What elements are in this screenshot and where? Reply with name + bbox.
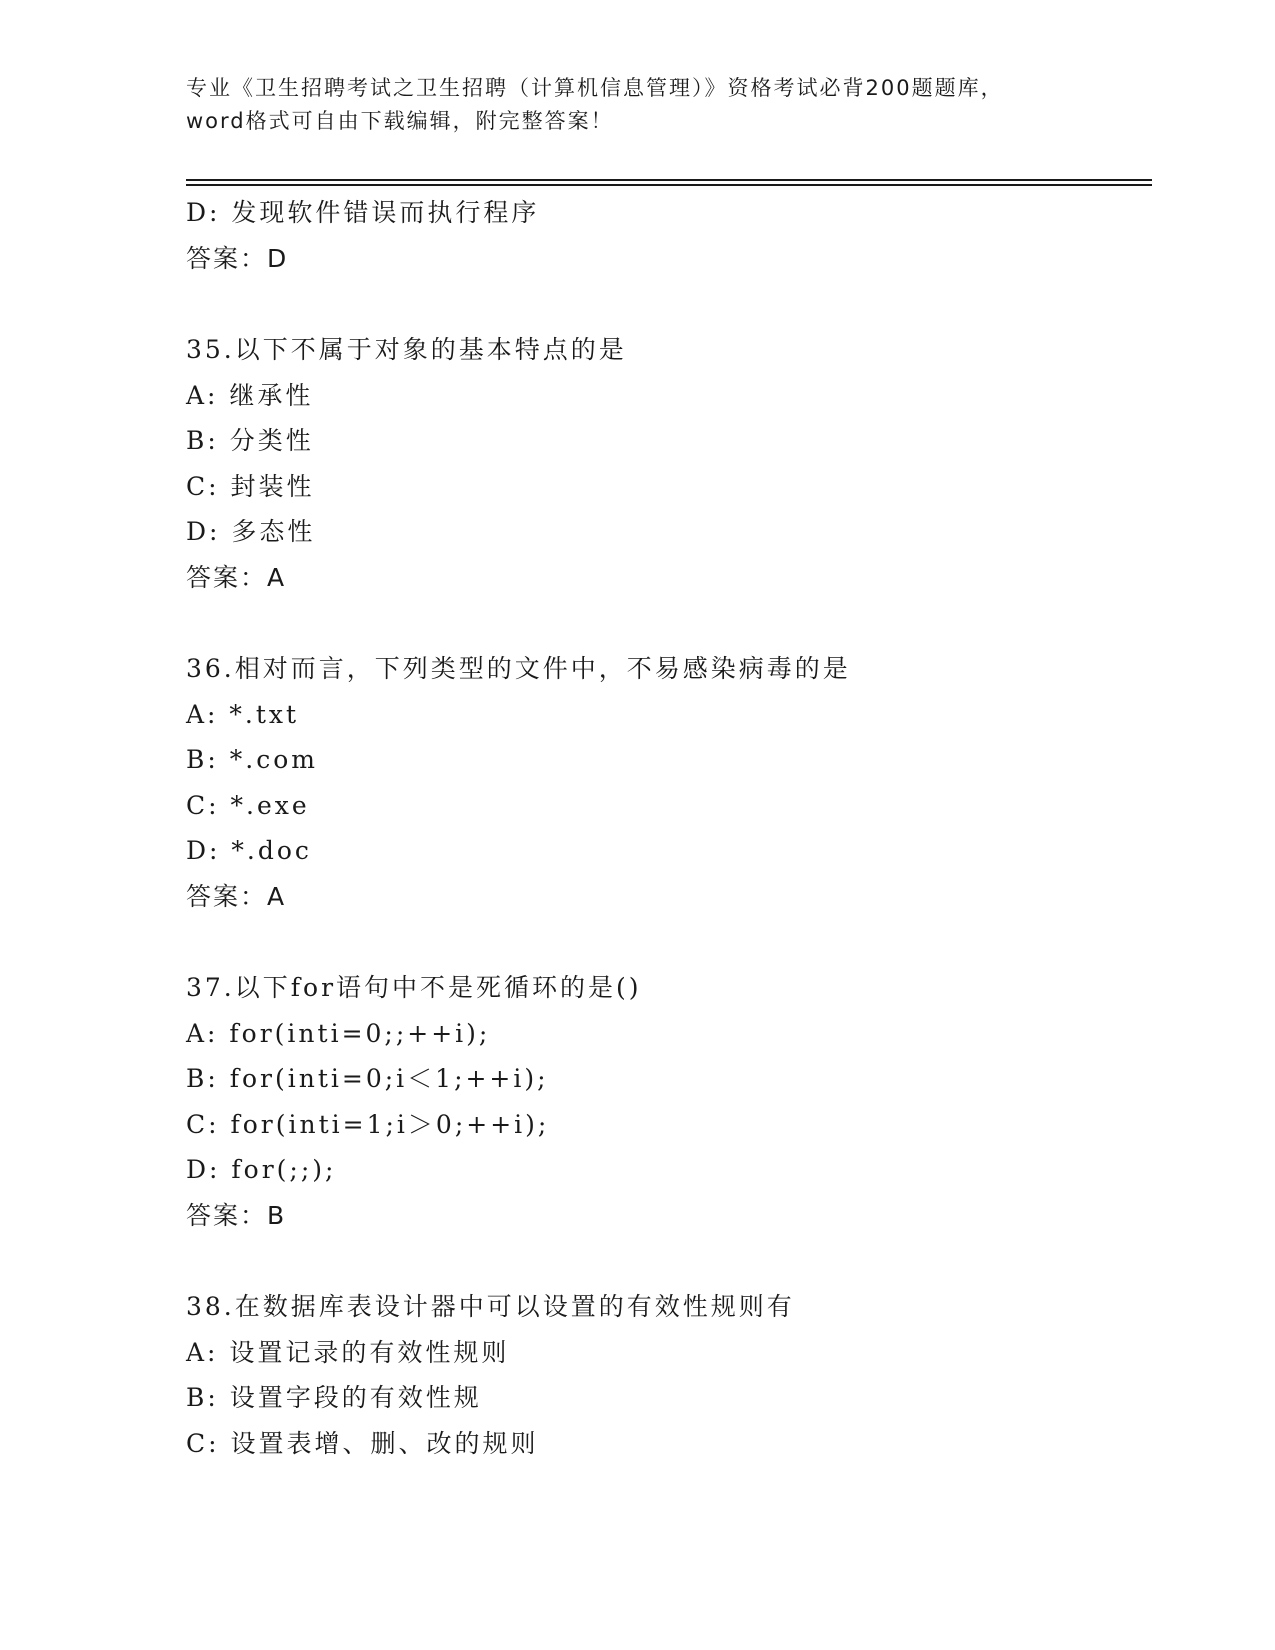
question-title: 37.以下for语句中不是死循环的是() bbox=[186, 973, 642, 1002]
question-title: 38.在数据库表设计器中可以设置的有效性规则有 bbox=[186, 1292, 795, 1321]
question-38 bbox=[186, 1284, 1186, 1466]
option-c: C: for(inti=1;i＞0;++i); bbox=[186, 1109, 550, 1139]
option-c: C: 设置表增、删、改的规则 bbox=[186, 1428, 539, 1458]
option-a: A: 设置记录的有效性规则 bbox=[186, 1337, 510, 1367]
option-a: A: for(inti=0;;++i); bbox=[186, 1018, 491, 1048]
header-divider-bottom bbox=[186, 184, 1152, 186]
question-title: 36.相对而言，下列类型的文件中，不易感染病毒的是 bbox=[186, 654, 851, 683]
option-d: D: for(;;); bbox=[186, 1155, 337, 1184]
question-37 bbox=[186, 965, 1186, 1238]
answer: 答案：A bbox=[186, 562, 287, 592]
option-d: D: 多态性 bbox=[186, 517, 316, 546]
option-a: A: 继承性 bbox=[186, 380, 314, 410]
option-b: B: 设置字段的有效性规 bbox=[186, 1383, 482, 1412]
header-line-1: 专业《卫生招聘考试之卫生招聘（计算机信息管理）》资格考试必背200题题库， bbox=[186, 76, 1004, 100]
header-line-2: word格式可自由下载编辑，附完整答案！ bbox=[186, 109, 614, 133]
option-b: B: *.com bbox=[186, 745, 318, 774]
answer: 答案：A bbox=[186, 881, 287, 911]
answer: 答案：B bbox=[186, 1200, 287, 1230]
header-divider-top bbox=[186, 179, 1152, 181]
answer: 答案：D bbox=[186, 243, 289, 273]
option-d: D: 发现软件错误而执行程序 bbox=[186, 198, 540, 227]
partial-question bbox=[186, 190, 1186, 281]
option-d: D: *.doc bbox=[186, 836, 312, 865]
option-b: B: for(inti=0;i＜1;++i); bbox=[186, 1064, 549, 1093]
option-c: C: 封装性 bbox=[186, 471, 315, 501]
question-36 bbox=[186, 646, 1186, 919]
option-b: B: 分类性 bbox=[186, 426, 314, 455]
question-list bbox=[186, 190, 1186, 1466]
option-a: A: *.txt bbox=[186, 699, 300, 729]
document-header bbox=[186, 72, 1086, 138]
option-c: C: *.exe bbox=[186, 790, 310, 820]
question-35 bbox=[186, 327, 1186, 600]
question-title: 35.以下不属于对象的基本特点的是 bbox=[186, 335, 627, 364]
